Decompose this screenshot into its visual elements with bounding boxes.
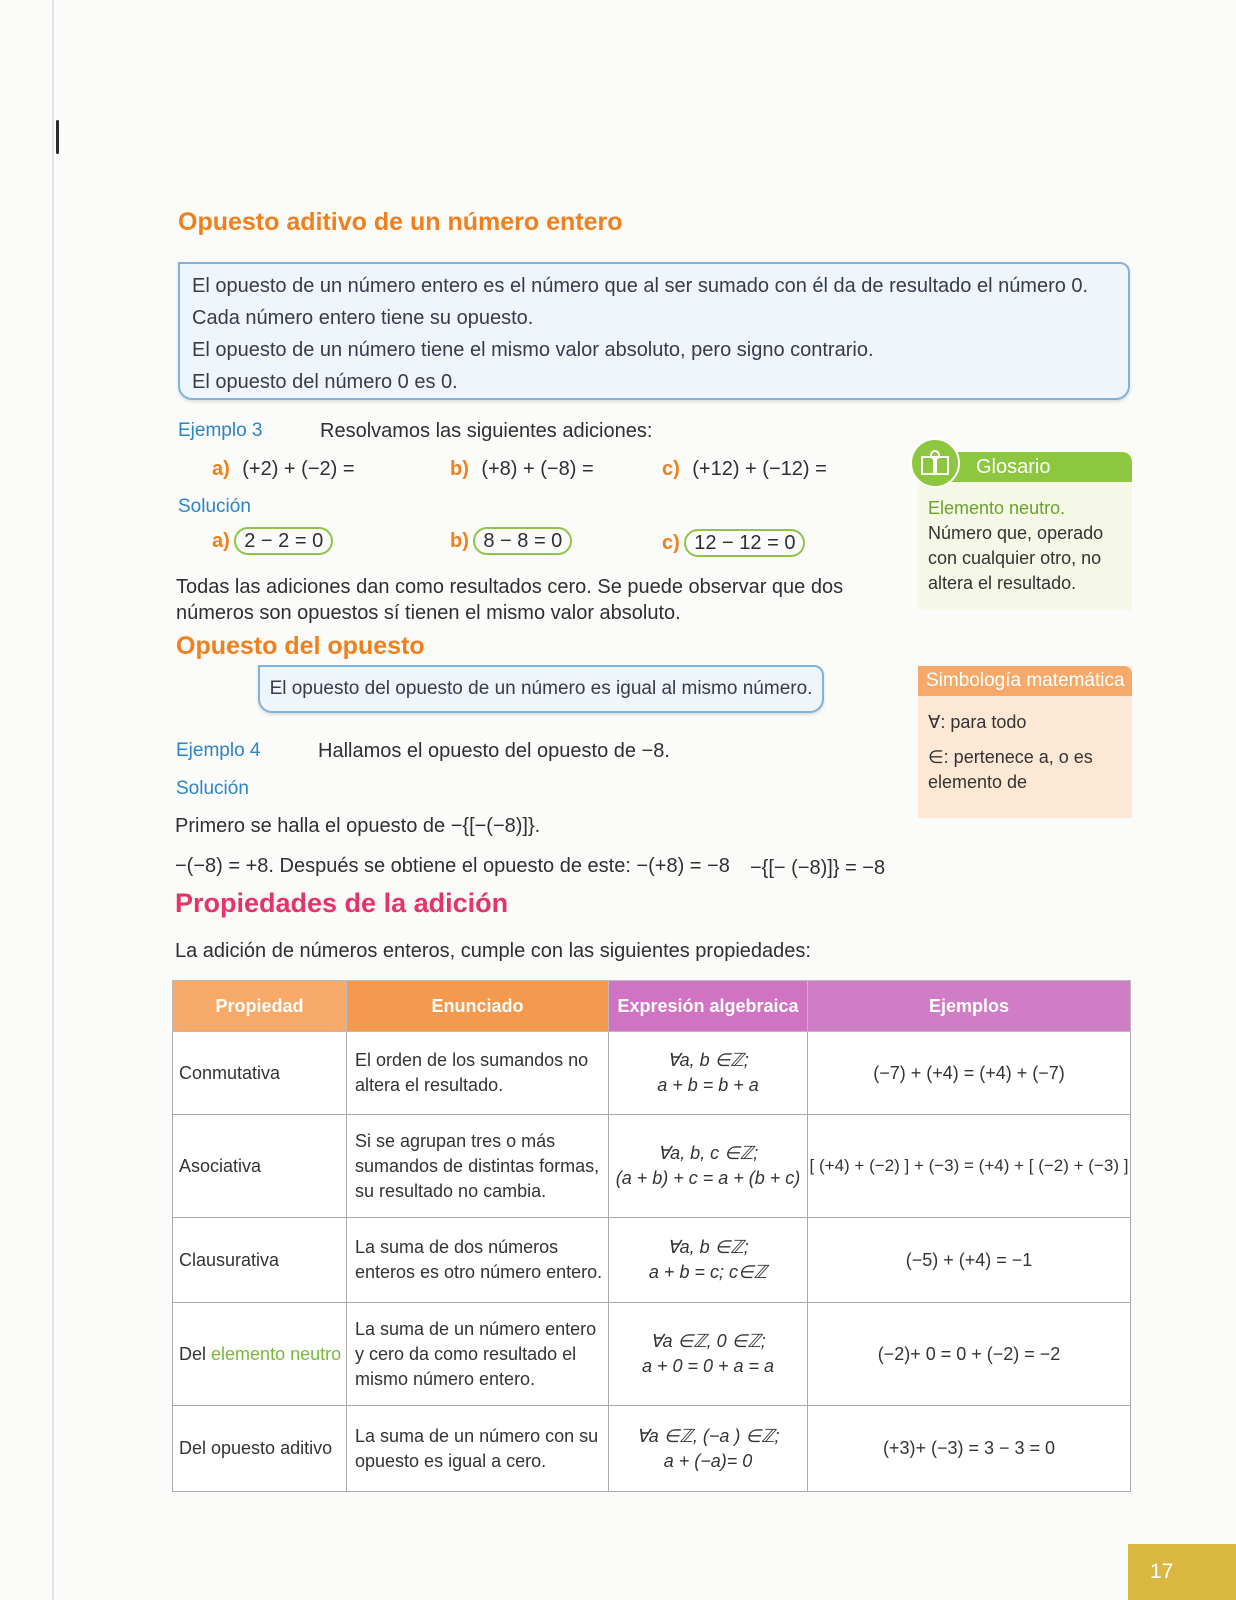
table-row bbox=[173, 1303, 1131, 1406]
book-icon bbox=[910, 438, 960, 488]
expression-line-1: ∀a, b ∈ℤ; bbox=[667, 1050, 749, 1070]
expression-line-1: ∀a, b, c ∈ℤ; bbox=[657, 1143, 759, 1163]
solution-line-1: Primero se halla el opuesto de −{[−(−8)]}. bbox=[175, 815, 541, 837]
header-expresion: Expresión algebraica bbox=[609, 981, 808, 1032]
expression-line-1: ∀a ∈ℤ, (−a ) ∈ℤ; bbox=[636, 1425, 780, 1446]
exercise-letter: c) bbox=[662, 458, 680, 480]
section-title-propiedades: Propiedades de la adición bbox=[175, 888, 509, 918]
solution-label-2: Solución bbox=[176, 778, 249, 799]
property-expression bbox=[609, 1032, 808, 1115]
property-name-prefix: Del bbox=[179, 1343, 207, 1364]
header-ejemplos: Ejemplos bbox=[808, 981, 1131, 1032]
symbology-line-in: ∈: pertenece a, o es elemento de bbox=[928, 747, 1093, 792]
property-example: (−7) + (+4) = (+4) + (−7) bbox=[808, 1032, 1131, 1115]
opuesto-del-opuesto-box: El opuesto del opuesto de un número es igual al mismo número. bbox=[258, 665, 824, 713]
solution-result: 12 − 12 = 0 bbox=[684, 529, 805, 557]
property-expression bbox=[609, 1406, 808, 1492]
solution-letter: b) bbox=[450, 530, 469, 552]
glossary-panel bbox=[918, 452, 1132, 610]
exercise-expression: (+2) + (−2) = bbox=[242, 458, 355, 480]
definition-line: El opuesto de un número entero es el número que al ser sumado con él da de resultado el número 0. bbox=[192, 275, 1089, 297]
table-row bbox=[173, 1032, 1131, 1115]
exercise-expression: (+8) + (−8) = bbox=[481, 458, 594, 480]
table-row bbox=[173, 1115, 1131, 1218]
definition-line: El opuesto del número 0 es 0. bbox=[192, 371, 458, 393]
solution-letter: a) bbox=[212, 530, 230, 552]
property-name: Del opuesto aditivo bbox=[173, 1406, 347, 1492]
symbology-heading: Simbología matemática bbox=[918, 666, 1132, 696]
solution-label: Solución bbox=[178, 496, 251, 517]
glossary-text bbox=[928, 496, 1128, 596]
property-example: [ (+4) + (−2) ] + (−3) = (+4) + [ (−2) + (−3) ] bbox=[808, 1115, 1131, 1218]
property-example: (−5) + (+4) = −1 bbox=[808, 1218, 1131, 1303]
exercise-b bbox=[450, 458, 594, 481]
glossary-heading: Glosario bbox=[918, 452, 1132, 482]
property-statement: Si se agrupan tres o más sumandos de distintas formas, su resultado no cambia. bbox=[347, 1115, 609, 1218]
solution-letter: c) bbox=[662, 532, 680, 554]
property-statement: El orden de los sumandos no altera el resultado. bbox=[347, 1032, 609, 1115]
exercise-letter: a) bbox=[212, 458, 230, 480]
property-name: Conmutativa bbox=[173, 1032, 347, 1115]
properties-table bbox=[172, 980, 1131, 1492]
solution-a bbox=[212, 530, 333, 553]
header-enunciado: Enunciado bbox=[347, 981, 609, 1032]
example-3-label: Ejemplo 3 bbox=[178, 420, 263, 441]
property-expression bbox=[609, 1303, 808, 1406]
table-row bbox=[173, 1218, 1131, 1303]
exercise-a bbox=[212, 458, 355, 481]
expression-line-2: (a + b) + c = a + (b + c) bbox=[615, 1168, 801, 1188]
section-title-opuesto-aditivo: Opuesto aditivo de un número entero bbox=[178, 208, 623, 236]
solution-c bbox=[662, 532, 805, 555]
example-3-text: Resolvamos las siguientes adiciones: bbox=[320, 420, 653, 442]
table-header-row bbox=[173, 981, 1131, 1032]
exercise-letter: b) bbox=[450, 458, 469, 480]
example-4-text: Hallamos el opuesto del opuesto de −8. bbox=[318, 740, 670, 762]
book-icon-svg bbox=[920, 449, 950, 477]
definition-line: El opuesto de un número tiene el mismo valor absoluto, pero signo contrario. bbox=[192, 339, 874, 361]
expression-line-1: ∀a ∈ℤ, 0 ∈ℤ; bbox=[650, 1331, 766, 1351]
expression-line-2: a + b = c; c∈ℤ bbox=[648, 1262, 768, 1282]
expression-line-2: a + b = b + a bbox=[657, 1075, 759, 1095]
property-expression bbox=[609, 1115, 808, 1218]
conclusion-text: Todas las adiciones dan como resultados cero. Se puede observar que dos números son opuestos sí tienen el mismo valor absoluto. bbox=[176, 576, 844, 624]
exercise-c bbox=[662, 458, 827, 481]
solution-result: 2 − 2 = 0 bbox=[234, 527, 333, 555]
example-4-label: Ejemplo 4 bbox=[176, 740, 261, 761]
definition-line: Cada número entero tiene su opuesto. bbox=[192, 307, 534, 329]
glossary-definition: Número que, operado con cualquier otro, no altera el resultado. bbox=[928, 523, 1104, 593]
property-name: Clausurativa bbox=[173, 1218, 347, 1303]
exercise-expression: (+12) + (−12) = bbox=[692, 458, 827, 480]
property-example: (−2)+ 0 = 0 + (−2) = −2 bbox=[808, 1303, 1131, 1406]
symbology-line-forall: ∀: para todo bbox=[928, 712, 1027, 732]
solution-result: 8 − 8 = 0 bbox=[473, 527, 572, 555]
solution-b bbox=[450, 530, 572, 553]
expression-line-2: a + (−a)= 0 bbox=[663, 1450, 753, 1471]
property-name-highlight: elemento neutro bbox=[211, 1343, 342, 1364]
table-row bbox=[173, 1406, 1131, 1492]
symbology-text bbox=[918, 696, 1132, 795]
property-expression bbox=[609, 1218, 808, 1303]
solution-line-2: −(−8) = +8. Después se obtiene el opuesto de este: −(+8) = −8 bbox=[175, 855, 730, 877]
solution-line-2-result: −{[− (−8)]} = −8 bbox=[750, 857, 886, 879]
property-name bbox=[173, 1303, 347, 1406]
header-propiedad: Propiedad bbox=[173, 981, 347, 1032]
properties-intro: La adición de números enteros, cumple con las siguientes propiedades: bbox=[175, 940, 811, 962]
property-example: (+3)+ (−3) = 3 − 3 = 0 bbox=[808, 1406, 1131, 1492]
property-statement: La suma de un número entero y cero da como resultado el mismo número entero. bbox=[347, 1303, 609, 1406]
page-binding-line bbox=[52, 0, 54, 1600]
definition-box bbox=[178, 262, 1130, 400]
expression-line-1: ∀a, b ∈ℤ; bbox=[667, 1237, 749, 1257]
binding-mark bbox=[56, 120, 59, 154]
property-name: Asociativa bbox=[173, 1115, 347, 1218]
symbology-panel bbox=[918, 666, 1132, 818]
property-statement: La suma de dos números enteros es otro número entero. bbox=[347, 1218, 609, 1303]
glossary-term: Elemento neutro. bbox=[928, 498, 1066, 518]
property-statement: La suma de un número con su opuesto es igual a cero. bbox=[347, 1406, 609, 1492]
expression-line-2: a + 0 = 0 + a = a bbox=[641, 1356, 775, 1376]
section-title-opuesto-del-opuesto: Opuesto del opuesto bbox=[176, 632, 425, 660]
page-number: 17 bbox=[1128, 1544, 1236, 1600]
